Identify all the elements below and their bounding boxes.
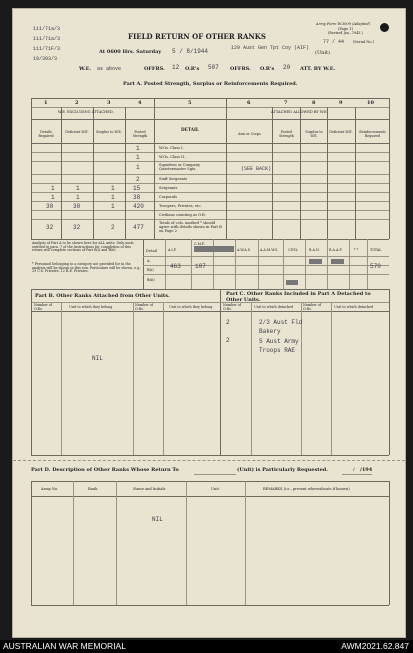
- analysis-col: A.I.F.: [168, 248, 177, 252]
- head-details-required: Details Required: [38, 130, 54, 138]
- part-c-col: Number of O.Rs.: [303, 303, 322, 311]
- serial-value: 77 / 44: [323, 39, 345, 45]
- analysis-col: A.W.A.S.: [237, 248, 251, 252]
- col-num-1: 1: [44, 100, 48, 106]
- head-detail: DETAIL: [181, 127, 199, 132]
- row-detail: Sergeants: [159, 186, 178, 190]
- part-d-col: Rank: [88, 487, 98, 491]
- row-detail: Staff Sergeants: [159, 177, 188, 181]
- col-num-2: 2: [75, 100, 79, 106]
- part-d-col: Name and Initials: [133, 487, 166, 491]
- redaction-mark: [309, 259, 322, 264]
- see-back: (SEE BACK): [241, 166, 272, 172]
- col-num-10: 10: [367, 100, 374, 106]
- analysis-row: B(ii): [147, 278, 155, 282]
- col-num-4: 4: [138, 100, 142, 106]
- part-c-unit: 5 Aust Army: [259, 338, 299, 345]
- part-c-unit: 2/3 Aust Fld: [259, 319, 303, 326]
- part-c-col: Number of O.Rs.: [223, 303, 242, 311]
- analysis-col: TOTAL: [370, 248, 382, 252]
- row-detail: Civilians counting as O.R.: [159, 213, 206, 217]
- part-a-title: Part A. Posted Strength, Surplus or Reinforcements Required.: [123, 81, 298, 87]
- part-b-col: Unit to which they belong: [169, 305, 213, 309]
- offrs-value: 12: [172, 64, 180, 71]
- part-c-col: Unit to which detached: [334, 305, 374, 309]
- part-c-num: 2: [226, 337, 230, 344]
- part-c-unit: Troops RAE: [259, 347, 296, 354]
- part-c-title: Part C. Other Ranks Included in Part A Detached to Other Units.: [226, 291, 371, 303]
- row-c2: 30: [73, 203, 81, 210]
- row-c1: 32: [46, 224, 54, 231]
- we-value: as above: [97, 66, 122, 72]
- head-posted2: Posted Strength: [279, 130, 294, 138]
- ref-4: 19/393/3: [33, 56, 58, 62]
- part-d-title: Part D. Description of Other Ranks Whose Return To: [31, 467, 179, 473]
- unit-label: (Unit): [315, 50, 330, 56]
- form-edition: (Revised Jan., 1943.): [328, 31, 363, 35]
- row-detail: Troopers, Privates, etc.: [159, 204, 202, 208]
- analysis-row: B(i): [147, 268, 154, 272]
- head-arm: Arm or Corps: [238, 132, 261, 136]
- analysis-label: Detail: [146, 249, 157, 253]
- serial-label: (Serial No.): [353, 40, 375, 44]
- ref-1: 111/71a/3: [33, 26, 61, 32]
- redaction-mark: [286, 280, 298, 285]
- analysis-cmf: 107: [195, 263, 206, 270]
- part-b-title: Part B. Other Ranks Attached from Other Units.: [35, 293, 170, 299]
- row-c2: 32: [73, 224, 81, 231]
- part-d-date: /: [353, 467, 355, 473]
- row-posted: 1: [136, 145, 140, 152]
- analysis-col: * *: [354, 248, 359, 252]
- at-label: At 0600 Hrs. Saturday: [99, 49, 162, 55]
- analysis-aif: 463: [170, 263, 181, 270]
- col-num-6: 6: [247, 100, 251, 106]
- head-surplus2: Surplus to W.E.: [305, 130, 323, 138]
- part-d-col: Army No.: [41, 487, 59, 491]
- att-label: ATT. BY W.E.: [300, 66, 336, 72]
- row-detail: Totals of cols. marked * should agree with details shown in Part B on Page 2: [159, 221, 222, 234]
- ref-2: 111/71a/3: [33, 36, 61, 42]
- row-c1: 30: [46, 203, 54, 210]
- analysis-col: A.A.M.W.S.: [260, 248, 279, 252]
- col-num-7: 7: [284, 100, 288, 106]
- or2-value: 20: [283, 64, 291, 71]
- analysis-col: CIVIL: [288, 248, 298, 252]
- col-num-3: 3: [107, 100, 111, 106]
- tear-line: [13, 460, 405, 461]
- row-posted: 1: [136, 164, 140, 171]
- part-b-col: Unit to which they belong: [69, 305, 113, 309]
- row-c1: 1: [51, 194, 55, 201]
- part-c-col: Unit to which detached: [254, 305, 294, 309]
- group-right: ATTACHED ALLOWED BY W.E.: [271, 110, 328, 114]
- form-title: FIELD RETURN OF OTHER RANKS: [128, 32, 266, 41]
- col-num-8: 8: [312, 100, 316, 106]
- footer-left: AUSTRALIAN WAR MEMORIAL: [3, 641, 126, 651]
- note-2: * Personnel belonging to a category not provided for in the analysis will be shown in this row. Particulars will be shown, e.g., 29 C.S. Privates, 12 R.E. Privates.: [32, 262, 142, 274]
- row-c3: 1: [111, 203, 115, 210]
- row-c3: 1: [111, 185, 115, 192]
- row-posted: 38: [133, 194, 141, 201]
- archive-footer: [0, 640, 413, 653]
- analysis-col: R.A.N.: [309, 248, 320, 252]
- footer-right: AWM2021.62.847: [341, 641, 409, 651]
- analysis-total: 570: [370, 263, 381, 270]
- row-posted: 477: [133, 224, 144, 231]
- part-d-title-tail: (Unit) is Particularly Requested.: [237, 467, 329, 473]
- row-posted: 1: [136, 154, 140, 161]
- head-deficient2: Deficient W.E.: [329, 130, 353, 134]
- part-b-col: Number of O.Rs.: [135, 303, 154, 311]
- offrs2-label: OFFRS.: [230, 66, 251, 72]
- we-label: W.E.: [79, 66, 92, 72]
- or-label: O.R's: [185, 66, 200, 72]
- row-posted: 15: [133, 185, 141, 192]
- note-1: Analysis of Part A to be shown here for ALL units. Only units entitled to para. 7 of the Instructions for completion of this return will complete sections of Part B(i) and B(ii).: [32, 241, 134, 253]
- redaction-mark: [331, 259, 344, 264]
- row-posted: 2: [136, 176, 140, 183]
- unit-value: 129 Aust Gen Tpt Coy (AIF): [231, 45, 310, 51]
- col-num-9: 9: [339, 100, 343, 106]
- date-value: 5 / 8/1944: [172, 48, 209, 55]
- part-b-nil: NIL: [92, 355, 103, 362]
- part-d-col: Unit: [211, 487, 219, 491]
- part-c-num: 2: [226, 319, 230, 326]
- row-c1: 1: [51, 185, 55, 192]
- punch-hole: [380, 23, 389, 32]
- form-sub: (Page 1): [338, 27, 354, 31]
- row-c2: 1: [76, 194, 80, 201]
- form-id: Army Form W.3009 (Adapted): [316, 22, 371, 26]
- row-c3: 2: [111, 224, 115, 231]
- row-detail: Corporals: [159, 195, 177, 199]
- part-b-col: Number of O.Rs.: [34, 303, 53, 311]
- part-d-col: REMARKS (i.e., present whereabouts if known): [263, 487, 350, 491]
- row-detail: W.Os. Class II.: [159, 155, 186, 159]
- analysis-col: C.M.F.: [194, 242, 205, 246]
- redaction-mark: [194, 246, 234, 252]
- row-detail: Squadron or Company Quartermaster Sgts.: [159, 163, 200, 172]
- row-posted: 420: [133, 203, 144, 210]
- ref-3: 111/71F/3: [33, 46, 61, 52]
- part-d-year: /194: [360, 467, 373, 473]
- row-detail: W.Os. Class I.: [159, 146, 184, 150]
- group-left: W.E. EXCLUDING ATTACHED.: [58, 110, 114, 114]
- head-surplus: Surplus to W.E.: [96, 130, 122, 134]
- row-c3: 1: [111, 194, 115, 201]
- col-num-5: 5: [188, 100, 192, 106]
- form-sheet: [12, 8, 406, 638]
- head-posted: Posted Strength: [132, 130, 148, 138]
- or2-label: O.R's: [260, 66, 275, 72]
- or-value: 507: [208, 64, 219, 71]
- analysis-col: R.A.A.F.: [329, 248, 343, 252]
- offrs-label: OFFRS.: [144, 66, 165, 72]
- part-c-unit: Bakery: [259, 328, 281, 335]
- analysis-row: A.: [147, 259, 151, 263]
- head-deficient: Deficient W.E.: [65, 130, 89, 134]
- part-d-nil: NIL: [152, 516, 163, 523]
- head-reinf: Reinforcements Required: [359, 130, 386, 138]
- row-c2: 1: [76, 185, 80, 192]
